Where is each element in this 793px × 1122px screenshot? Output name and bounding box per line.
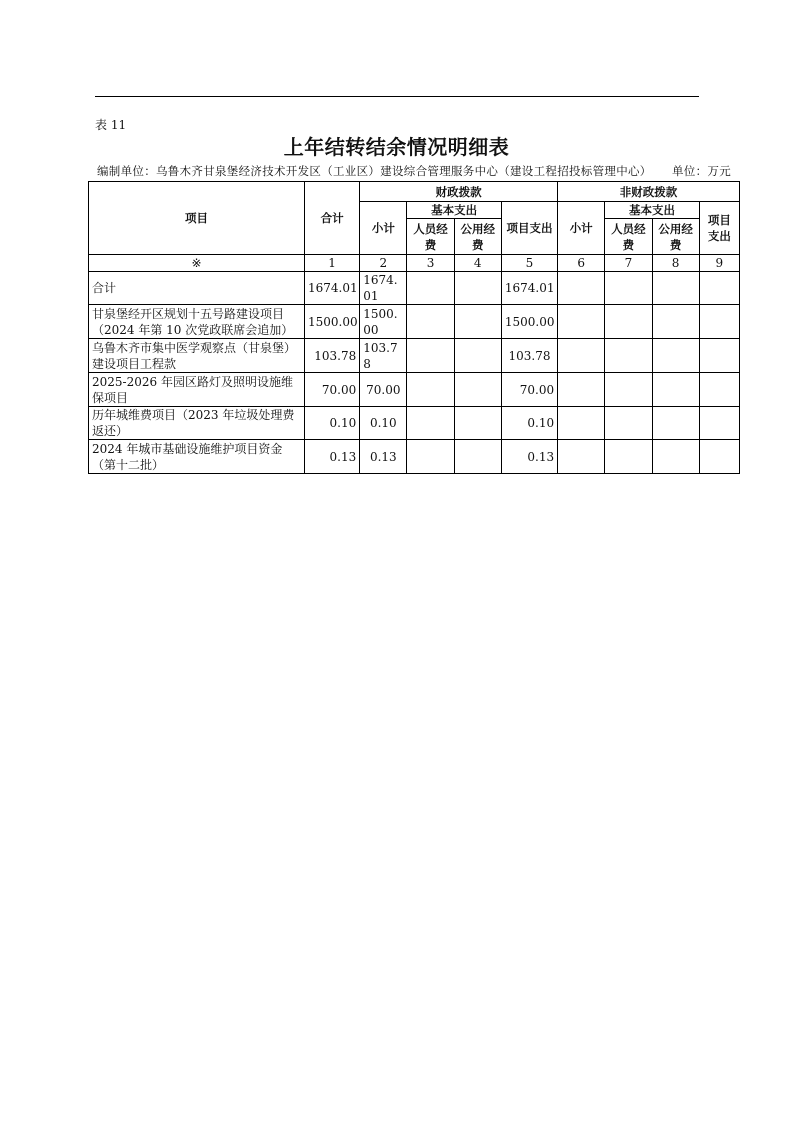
fiscal-subtotal-cell: 103.78 [360, 339, 407, 373]
fiscal-public-cell [454, 373, 501, 407]
page-title: 上年结转结余情况明细表 [283, 135, 510, 159]
fiscal-public-cell [454, 440, 501, 474]
index-cell: 1 [304, 255, 359, 272]
total-cell: 0.13 [304, 440, 359, 474]
project-cell: 2025-2026 年园区路灯及照明设施维保项目 [89, 373, 305, 407]
col-header-nonfiscal: 非财政拨款 [558, 182, 740, 202]
nonfiscal-public-cell [652, 305, 699, 339]
col-header-project: 项目 [89, 182, 305, 255]
nonfiscal-public-cell [652, 440, 699, 474]
unit-label: 单位：万元 [672, 164, 731, 178]
fiscal-project-cell: 70.00 [501, 373, 557, 407]
col-header-fiscal-public: 公用经费 [454, 219, 501, 255]
total-cell: 103.78 [304, 339, 359, 373]
header-rule [95, 96, 699, 97]
col-header-nonfiscal-project: 项目支出 [699, 202, 739, 255]
index-cell: 2 [360, 255, 407, 272]
nonfiscal-public-cell [652, 272, 699, 305]
col-header-nonfiscal-basic: 基本支出 [605, 202, 699, 219]
index-cell: 3 [407, 255, 454, 272]
nonfiscal-personnel-cell [605, 305, 652, 339]
nonfiscal-subtotal-cell [558, 373, 605, 407]
nonfiscal-subtotal-cell [558, 305, 605, 339]
project-cell: 合计 [89, 272, 305, 305]
subtitle-line [97, 163, 739, 179]
project-cell: 甘泉堡经开区规划十五号路建设项目（2024 年第 10 次党政联席会追加） [89, 305, 305, 339]
index-cell: 6 [558, 255, 605, 272]
nonfiscal-project-cell [699, 272, 739, 305]
fiscal-project-cell: 1674.01 [501, 272, 557, 305]
fiscal-public-cell [454, 339, 501, 373]
nonfiscal-project-cell [699, 373, 739, 407]
fiscal-public-cell [454, 407, 501, 440]
project-cell: 历年城维费项目（2023 年垃圾处理费返还） [89, 407, 305, 440]
fiscal-public-cell [454, 305, 501, 339]
nonfiscal-personnel-cell [605, 339, 652, 373]
col-header-nonfiscal-subtotal: 小计 [558, 202, 605, 255]
fiscal-personnel-cell [407, 407, 454, 440]
fiscal-personnel-cell [407, 305, 454, 339]
fiscal-subtotal-cell: 70.00 [360, 373, 407, 407]
col-header-fiscal: 财政拨款 [360, 182, 558, 202]
fiscal-personnel-cell [407, 440, 454, 474]
col-header-total: 合计 [304, 182, 359, 255]
fiscal-personnel-cell [407, 272, 454, 305]
index-cell: 7 [605, 255, 652, 272]
nonfiscal-subtotal-cell [558, 339, 605, 373]
fiscal-subtotal-cell: 0.13 [360, 440, 407, 474]
table-row [89, 305, 740, 339]
total-cell: 1674.01 [304, 272, 359, 305]
index-cell: 4 [454, 255, 501, 272]
project-cell: 乌鲁木齐市集中医学观察点（甘泉堡）建设项目工程款 [89, 339, 305, 373]
fiscal-subtotal-cell: 1500.00 [360, 305, 407, 339]
fiscal-project-cell: 0.13 [501, 440, 557, 474]
table-row [89, 373, 740, 407]
index-cell: 8 [652, 255, 699, 272]
col-header-fiscal-project: 项目支出 [501, 202, 557, 255]
nonfiscal-personnel-cell [605, 272, 652, 305]
nonfiscal-subtotal-cell [558, 440, 605, 474]
nonfiscal-personnel-cell [605, 440, 652, 474]
total-cell: 70.00 [304, 373, 359, 407]
nonfiscal-project-cell [699, 407, 739, 440]
index-row [89, 255, 740, 272]
col-header-fiscal-subtotal: 小计 [360, 202, 407, 255]
index-cell: ※ [89, 255, 305, 272]
fiscal-personnel-cell [407, 339, 454, 373]
fiscal-personnel-cell [407, 373, 454, 407]
fiscal-subtotal-cell: 1674.01 [360, 272, 407, 305]
table-row [89, 440, 740, 474]
fiscal-project-cell: 0.10 [501, 407, 557, 440]
table-row [89, 272, 740, 305]
nonfiscal-project-cell [699, 440, 739, 474]
detail-table [88, 181, 740, 474]
nonfiscal-public-cell [652, 373, 699, 407]
nonfiscal-project-cell [699, 339, 739, 373]
table-row [89, 339, 740, 373]
nonfiscal-personnel-cell [605, 373, 652, 407]
index-cell: 9 [699, 255, 739, 272]
nonfiscal-subtotal-cell [558, 272, 605, 305]
table-row [89, 407, 740, 440]
col-header-nonfiscal-public: 公用经费 [652, 219, 699, 255]
nonfiscal-subtotal-cell [558, 407, 605, 440]
table-number: 表 11 [95, 118, 127, 132]
org-label: 编制单位：乌鲁木齐甘泉堡经济技术开发区（工业区）建设综合管理服务中心（建设工程招投标管理中心） [97, 164, 652, 178]
nonfiscal-public-cell [652, 339, 699, 373]
fiscal-project-cell: 1500.00 [501, 305, 557, 339]
col-header-fiscal-personnel: 人员经费 [407, 219, 454, 255]
fiscal-project-cell: 103.78 [501, 339, 557, 373]
nonfiscal-public-cell [652, 407, 699, 440]
nonfiscal-personnel-cell [605, 407, 652, 440]
fiscal-subtotal-cell: 0.10 [360, 407, 407, 440]
project-cell: 2024 年城市基础设施维护项目资金（第十二批） [89, 440, 305, 474]
total-cell: 0.10 [304, 407, 359, 440]
col-header-fiscal-basic: 基本支出 [407, 202, 501, 219]
fiscal-public-cell [454, 272, 501, 305]
nonfiscal-project-cell [699, 305, 739, 339]
col-header-nonfiscal-personnel: 人员经费 [605, 219, 652, 255]
index-cell: 5 [501, 255, 557, 272]
total-cell: 1500.00 [304, 305, 359, 339]
